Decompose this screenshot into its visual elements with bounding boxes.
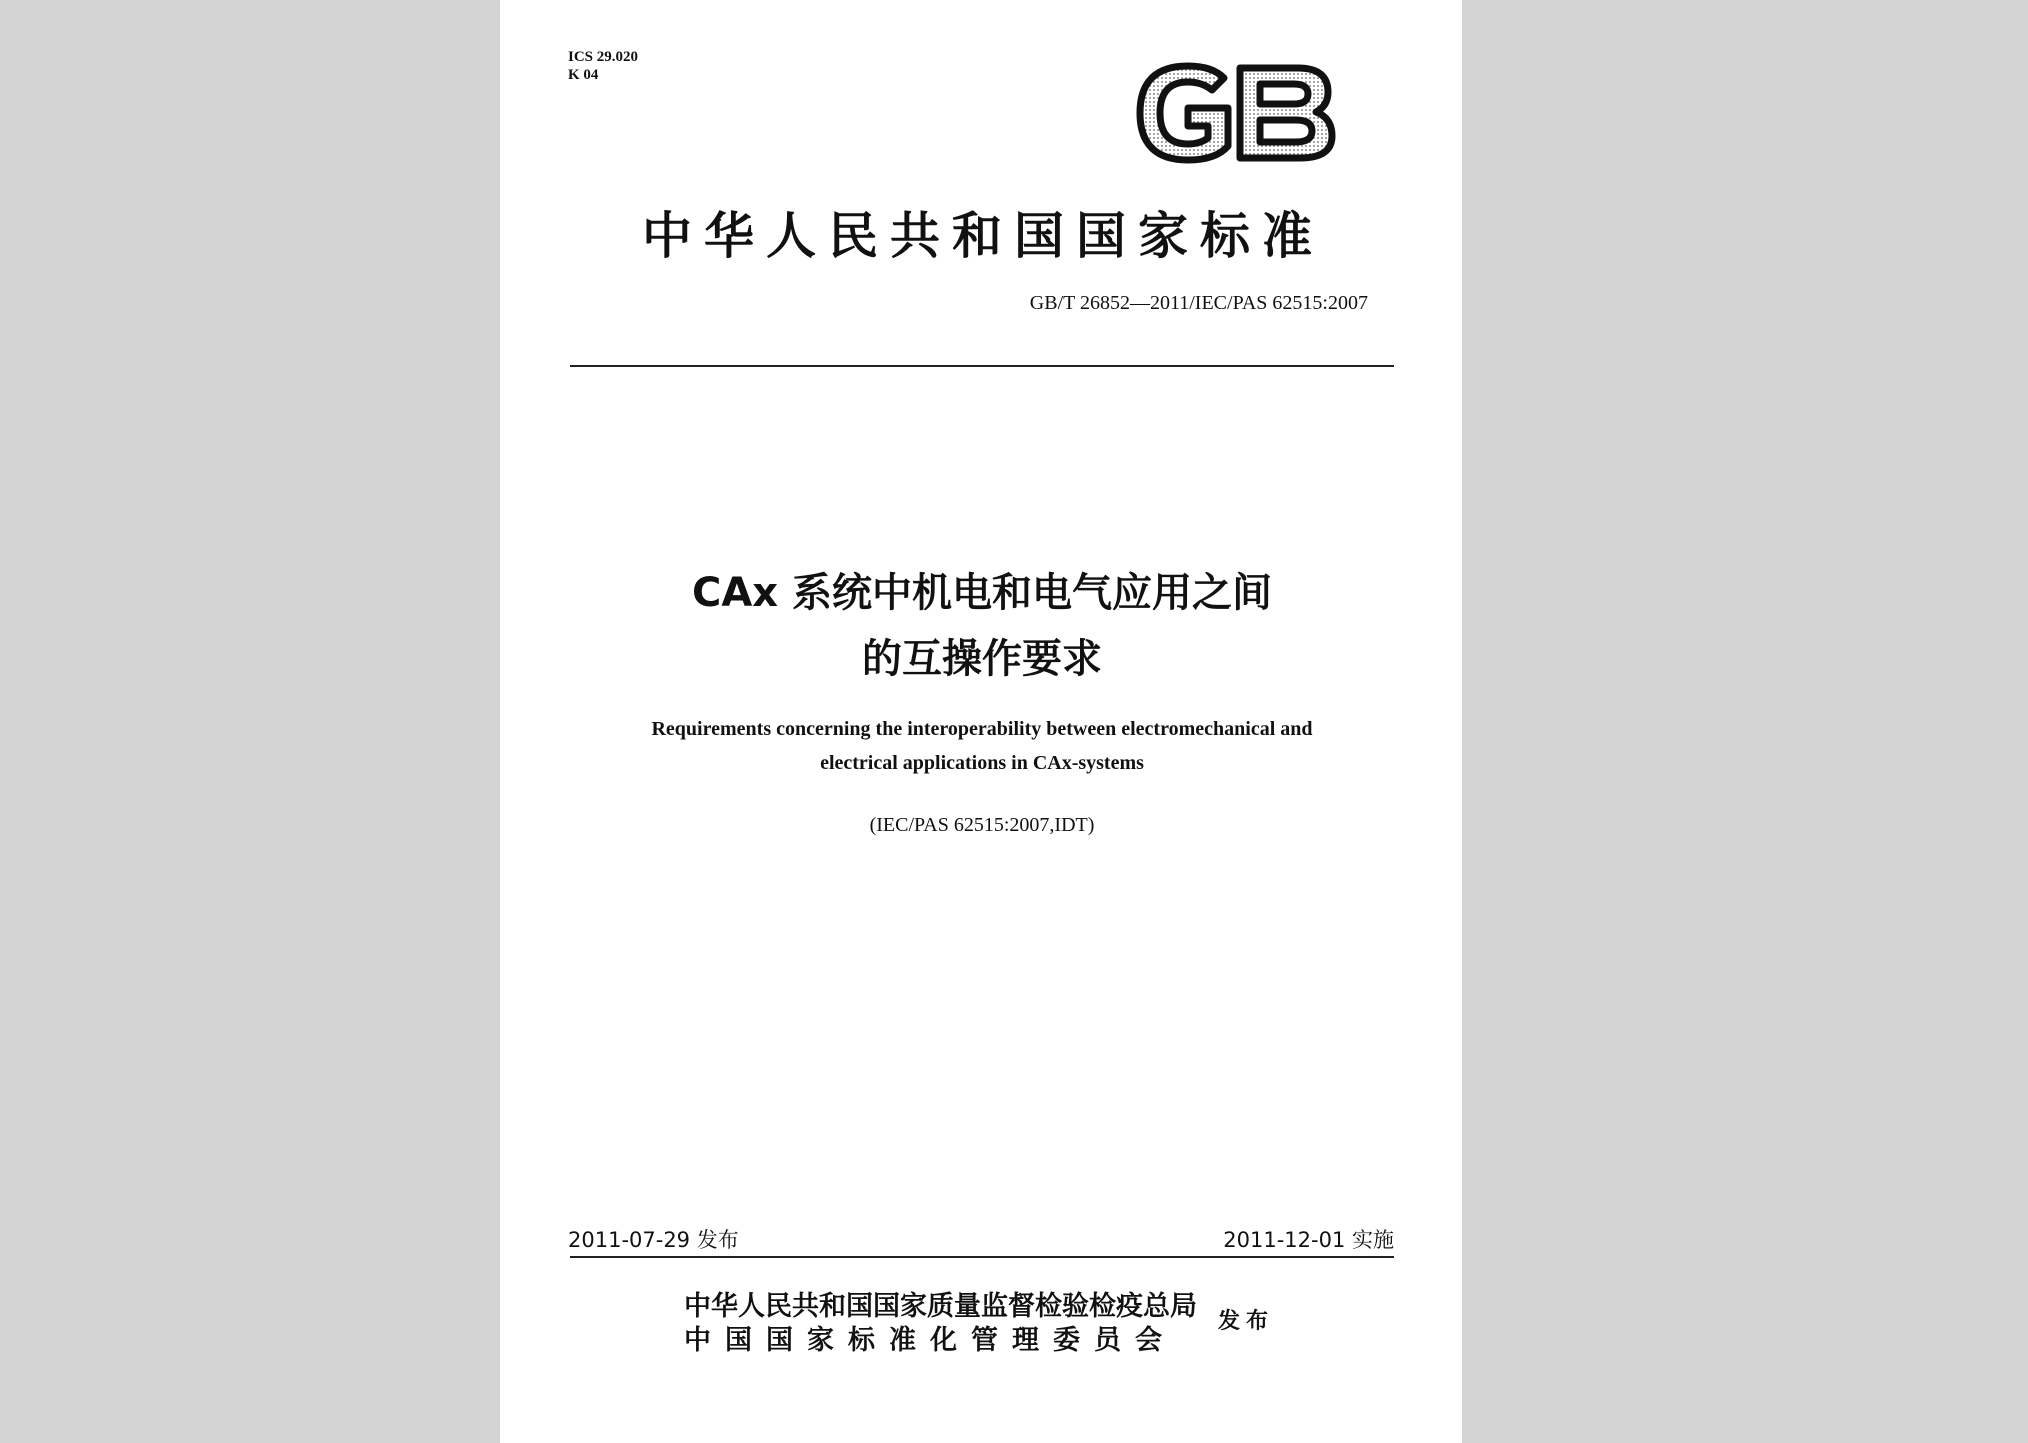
issuer-line-1: 中华人民共和国国家质量监督检验检疫总局 bbox=[684, 1291, 1197, 1322]
standard-number: GB/T 26852—2011/IEC/PAS 62515:2007 bbox=[1029, 292, 1368, 314]
chinese-title-line-2: 的互操作要求 bbox=[862, 636, 1102, 682]
chinese-title-line-1: CAx 系统中机电和电气应用之间 bbox=[691, 570, 1273, 616]
issue-label: 发布 bbox=[1218, 1309, 1275, 1334]
chinese-title bbox=[570, 560, 1394, 692]
national-standard-title: 中华人民共和国国家标准 bbox=[642, 207, 1324, 265]
document-page bbox=[500, 0, 1462, 1443]
header-divider bbox=[570, 365, 1394, 367]
classification-codes bbox=[568, 48, 638, 84]
english-title-line-2: electrical applications in CAx-systems bbox=[820, 752, 1144, 774]
footer-divider bbox=[570, 1256, 1394, 1258]
english-title-line-1: Requirements concerning the interoperability between electromechanical and bbox=[651, 718, 1313, 740]
ics-code: ICS 29.020 bbox=[568, 49, 639, 65]
issuer-line-2: 中国国家标准化管理委员会 bbox=[684, 1325, 1176, 1356]
publish-date: 2011-07-29 发布 bbox=[568, 1228, 739, 1252]
category-code: K 04 bbox=[568, 67, 599, 83]
gb-logo-icon bbox=[1132, 60, 1338, 166]
english-title bbox=[570, 712, 1394, 780]
implement-date: 2011-12-01 实施 bbox=[1223, 1228, 1394, 1252]
adoption-reference: (IEC/PAS 62515:2007,IDT) bbox=[869, 814, 1095, 836]
